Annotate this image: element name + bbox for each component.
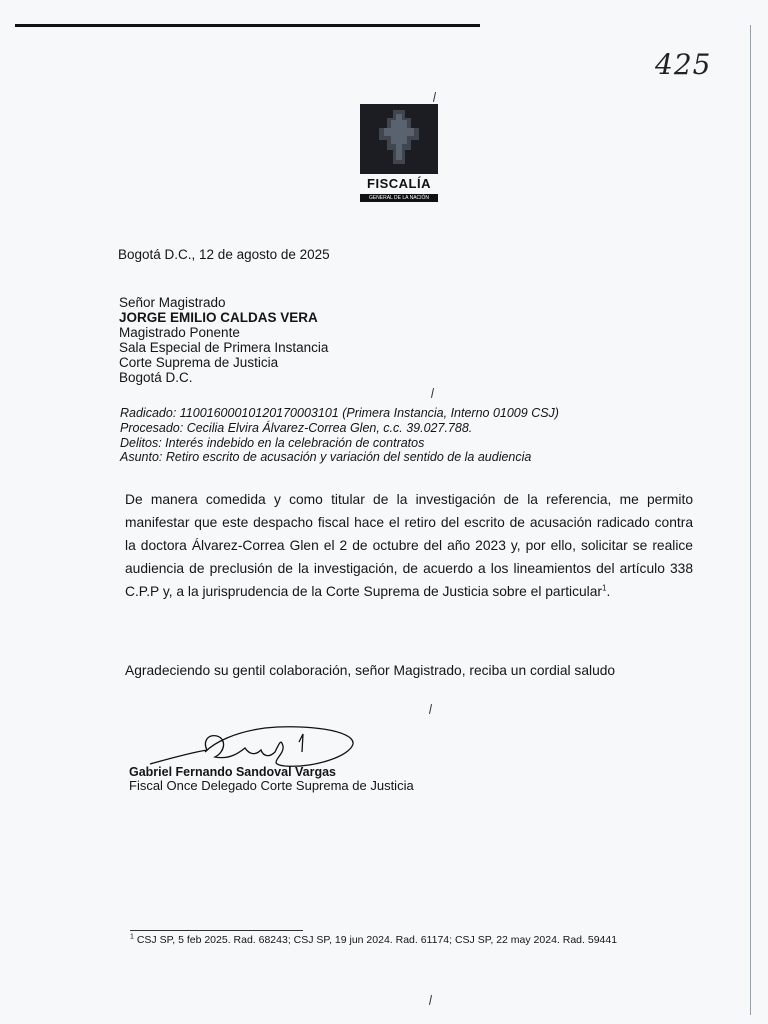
scan-mark [433, 92, 436, 102]
fiscalia-emblem-icon [360, 104, 438, 174]
signatory-title: Fiscal Once Delegado Corte Suprema de Justicia [129, 778, 414, 793]
footnote-text: CSJ SP, 5 feb 2025. Rad. 68243; CSJ SP, 19 jun 2024. Rad. 61174; CSJ SP, 22 may 2024. Rad. 59441 [136, 934, 618, 946]
footnote [130, 934, 617, 946]
logo-org-subtitle: GENERAL DE LA NACIÓN [360, 194, 438, 202]
recipient-salutation: Señor Magistrado [119, 295, 226, 310]
scan-mark [431, 388, 434, 398]
recipient-name: JORGE EMILIO CALDAS VERA [119, 310, 318, 325]
body-paragraph: De manera comedida y como titular de la investigación de la referencia, me permito manifestar que este despacho fiscal hace el retiro del escrito de acusación radicado contra la doctora Álvarez-Correa Glen el 2 de octubre del año 2023 y, por ello, solicitar se realice audiencia de preclusión de la investigación, de acuerdo a los lineamientos del artículo 338 C.P.P y, a la jurisprudencia de la Corte Suprema de Justicia sobre el particular$^1$. [125, 492, 693, 599]
reference-radicado: Radicado: 11001600010120170003101 (Primera Instancia, Interno 01009 CSJ) [120, 406, 559, 420]
top-border-line [15, 24, 480, 27]
recipient-role: Magistrado Ponente [119, 325, 240, 340]
reference-delitos: Delitos: Interés indebido en la celebración de contratos [120, 436, 425, 450]
signatory-name: Gabriel Fernando Sandoval Vargas [129, 765, 337, 779]
closing-line: Agradeciendo su gentil colaboración, señor Magistrado, reciba un cordial saludo [125, 663, 616, 678]
reference-procesado: Procesado: Cecilia Elvira Álvarez-Correa Glen, c.c. 39.027.788. [120, 421, 473, 435]
handwritten-page-number: 425 [655, 48, 712, 81]
footnote-separator [130, 930, 303, 931]
recipient-chamber: Sala Especial de Primera Instancia [119, 340, 329, 355]
scan-mark [429, 995, 432, 1005]
body-paragraph-text: De manera comedida y como titular de la investigación de la referencia, me permito manifestar que este despacho fiscal hace el retiro del escrito de acusación radicado contra la doctora Álvarez-Correa Glen el 2 de octubre del año 2023 y, por ello, solicitar se realice audiencia de preclusión de la investigación, de acuerdo a los lineamientos del artículo 338 C.P.P y, a la jurisprudencia de la Corte Suprema de Justicia sobre el particular [125, 492, 693, 599]
page-edge-line [750, 25, 751, 1015]
recipient-court: Corte Suprema de Justicia [119, 355, 279, 370]
recipient-city: Bogotá D.C. [119, 370, 193, 385]
footnote-reference: 1 [602, 583, 607, 593]
footnote-marker: 1 [130, 933, 134, 941]
date-line: Bogotá D.C., 12 de agosto de 2025 [118, 247, 330, 262]
logo-org-name: FISCALÍA [367, 176, 431, 191]
fiscalia-logo [358, 104, 440, 204]
reference-asunto: Asunto: Retiro escrito de acusación y variación del sentido de la audiencia [120, 450, 532, 464]
scan-mark [429, 704, 432, 714]
